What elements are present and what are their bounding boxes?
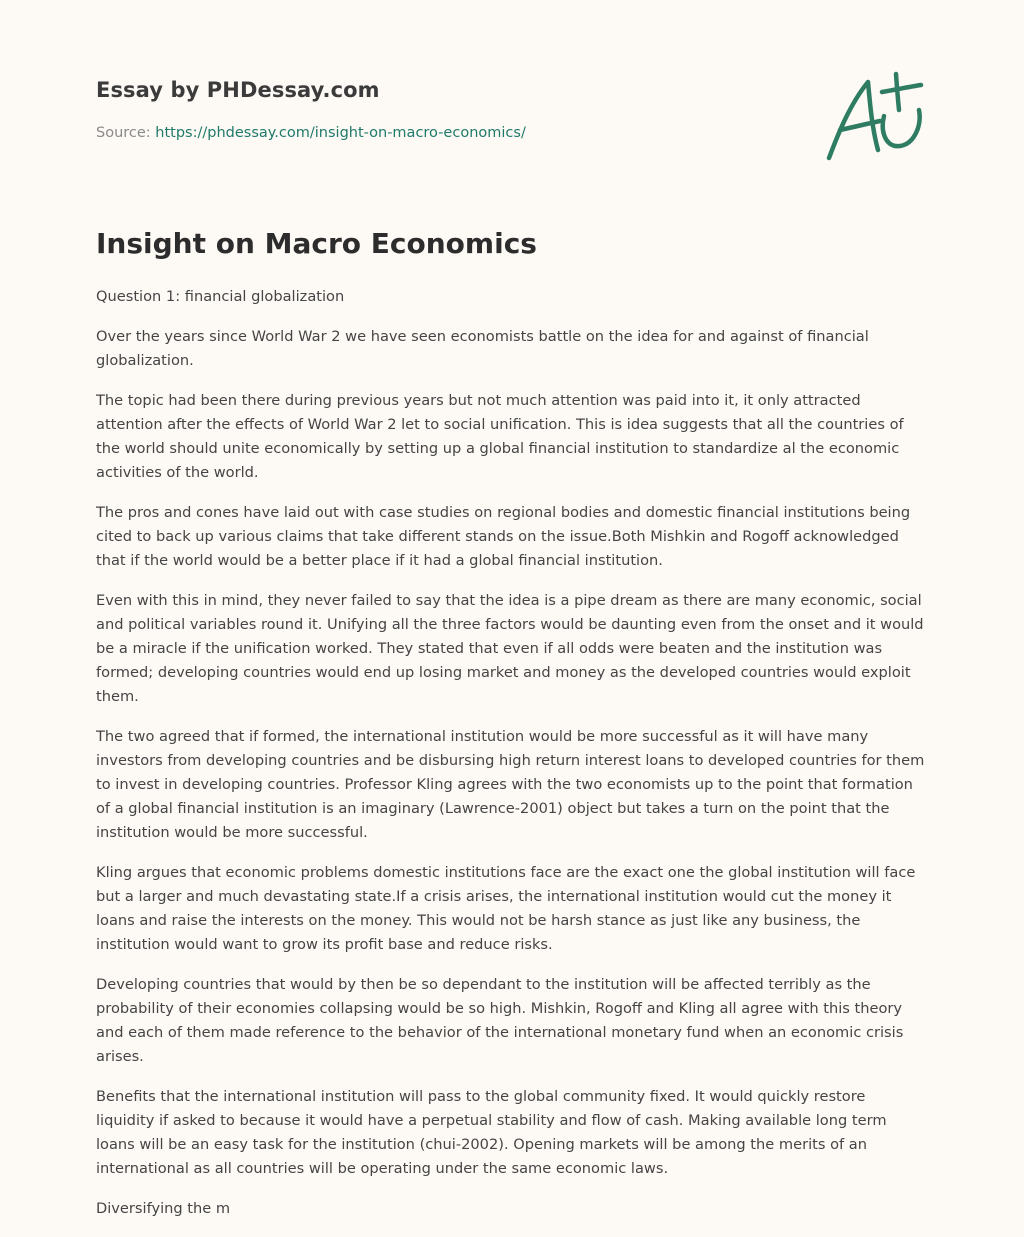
essay-paragraph: Developing countries that would by then be so dependant to the institution will be affected terribly as the probability of their economies collapsing would be so high. Mishkin, Rogoff and Kling all agree with this theory and each of them made reference to the behavior of the international monetary fund when an economic crisis arises. <box>96 976 904 1065</box>
essay-paragraph: Question 1: financial globalization <box>96 288 345 305</box>
source-label: Source: <box>96 125 156 141</box>
source-line <box>96 123 696 143</box>
essay-paragraph: Even with this in mind, they never failed to say that the idea is a pipe dream as there are many economic, social and political variables round it. Unifying all the three factors would be daunting even from the onset and it would be a miracle if the unification worked. They stated that even if all odds were beaten and the institution was formed; developing countries would end up losing market and money as the developed countries would exploit them. <box>96 592 924 705</box>
site-brand: Essay by PHDessay.com <box>96 78 380 102</box>
essay-paragraph: Over the years since World War 2 we have seen economists battle on the idea for and against of financial globalization. <box>96 328 869 369</box>
site-header <box>96 76 696 143</box>
essay-paragraph: Benefits that the international institution will pass to the global community fixed. It would quickly restore liquidity if asked to because it would have a perpetual stability and flow of cash. Making available long term loans will be an easy task for the institution (chui-2002). Opening markets will be among the merits of an international as all countries will be operating under the same economic laws. <box>96 1088 887 1177</box>
essay-title: Insight on Macro Economics <box>96 227 537 260</box>
essay-paragraph: The pros and cones have laid out with case studies on regional bodies and domestic financial institutions being cited to back up various claims that take different stands on the issue.Both Mishkin and Rogoff acknowledged that if the world would be a better place if it had a global financial institution. <box>96 504 911 569</box>
essay-paragraph: The two agreed that if formed, the international institution would be more successful as it will have many investors from developing countries and be disbursing high return interest loans to developed countries for them to invest in developing countries. Professor Kling agrees with the two economists up to the point that formation of a global financial institution is an imaginary (Lawrence-2001) object but takes a turn on the point that the institution would be more successful. <box>96 728 925 841</box>
essay-paragraph: Kling argues that economic problems domestic institutions face are the exact one the global institution will face but a larger and much devastating state.If a crisis arises, the international institution would cut the money it loans and raise the interests on the money. This would not be harsh stance as just like any business, the institution would want to grow its profit base and reduce risks. <box>96 864 916 953</box>
essay-paragraph: Diversifying the m <box>96 1200 231 1217</box>
a-plus-logo <box>820 66 930 166</box>
essay-paragraph: The topic had been there during previous years but not much attention was paid into it, it only attracted attention after the effects of World War 2 let to social unification. This is idea suggests that all the countries of the world should unite economically by setting up a global financial institution to standardize al the economic activities of the world. <box>96 392 904 481</box>
source-link[interactable]: https://phdessay.com/insight-on-macro-economics/ <box>155 125 526 141</box>
essay-body <box>96 285 928 1237</box>
